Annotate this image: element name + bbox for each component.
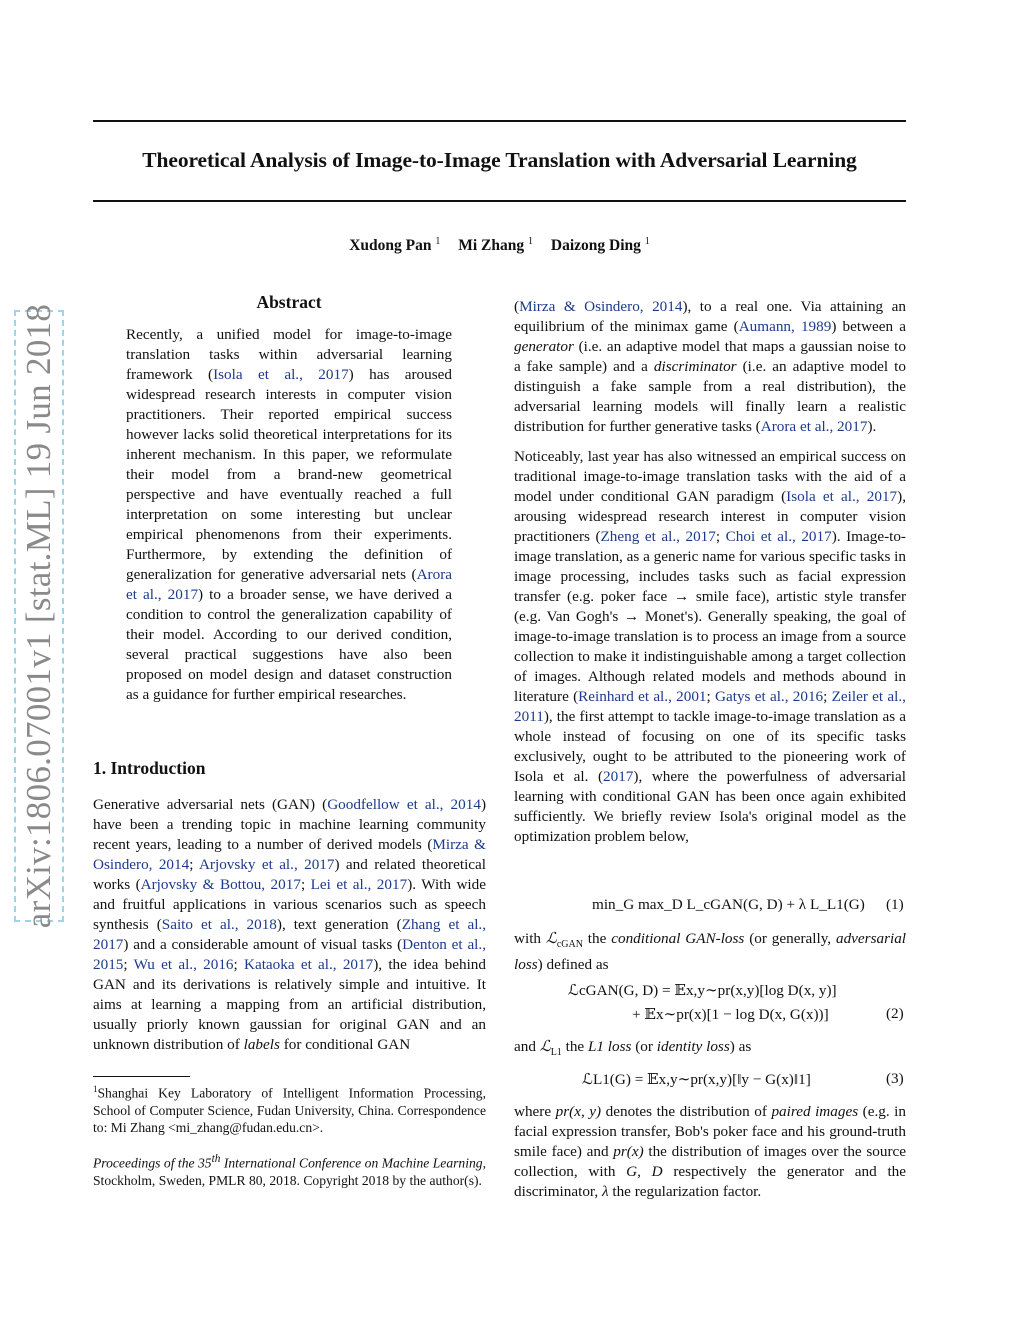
citation-link[interactable]: Arjovsky et al., 2017 — [198, 856, 335, 873]
section-heading: 1. Introduction — [93, 758, 206, 778]
citation-link[interactable]: Saito et al., 2018 — [161, 916, 277, 933]
citation-link[interactable]: Mirza & Osindero, 2014 — [93, 836, 486, 873]
citation-link[interactable]: Arora et al., 2017 — [760, 418, 868, 435]
citation-link[interactable]: Goodfellow et al., 2014 — [327, 796, 481, 813]
citation-link[interactable]: Lei et al., 2017 — [310, 876, 408, 893]
author-affiliation: 1 — [435, 236, 441, 247]
title-bottom-rule — [93, 200, 906, 202]
author-affiliation: 1 — [644, 236, 650, 247]
author-name: Daizong Ding — [550, 237, 641, 255]
equation-2-explanation: and ℒ$_{L1}$ the L1 loss (or identity loss) as — [514, 1038, 752, 1059]
equation-2-line-2: + 𝔼x∼pr(x)[1 − log D(x, G(x))] — [632, 1006, 829, 1023]
footnote-rule — [93, 1076, 190, 1077]
citation-link[interactable]: Mirza & Osindero, 2014 — [519, 298, 683, 315]
author-list — [93, 236, 906, 255]
right-paragraph-1: (Mirza & Osindero, 2014), to a real one. Via attaining an equilibrium of the minimax game (Aumann, 1989) between a generator (i.e. an adaptive model that maps a gaussian noise to a fake sample) and a discriminator (i.e. an adaptive model to distinguish a fake sample from a real distribution), the adversarial learning models will finally learn a realistic distribution for further generative tasks (Arora et al., 2017). — [514, 298, 906, 435]
citation-link[interactable]: Zeiler et al., 2011 — [514, 688, 906, 725]
citation-link[interactable]: Wu et al., 2016 — [133, 956, 234, 973]
citation-link[interactable]: Gatys et al., 2016 — [715, 688, 824, 705]
abstract-heading: Abstract — [256, 292, 322, 312]
paper-title: Theoretical Analysis of Image-to-Image Translation with Adversarial Learning — [142, 148, 857, 172]
citation-link[interactable]: Denton et al., 2015 — [93, 936, 486, 973]
citation-link[interactable]: Isola et al., 2017 — [213, 366, 349, 383]
arxiv-id: arXiv:1806.07001v1 [stat.ML] 19 Jun 2018 — [19, 303, 58, 929]
equation-2-line-1: ℒcGAN(G, D) = 𝔼x,y∼pr(x,y)[log D(x, y)] — [568, 982, 837, 999]
arxiv-stamp[interactable] — [14, 303, 64, 929]
citation-link[interactable]: 2017 — [603, 768, 634, 785]
footnote: $^1$Shanghai Key Laboratory of Intelligent Information Processing, School of Computer Science, Fudan University, China. Correspondence to: Mi Zhang <mi_zhang@fudan.edu.cn>. — [93, 1084, 486, 1136]
proceedings-note: Proceedings of the 35th International Conference on Machine Learning, Stockholm, Sweden, PMLR 80, 2018. Copyright 2018 by the author(s). — [93, 1153, 486, 1188]
citation-link[interactable]: Zhang et al., 2017 — [93, 916, 487, 953]
citation-link[interactable]: Choi et al., 2017 — [725, 528, 832, 545]
equation-number: (1) — [886, 896, 904, 913]
intro-paragraph: Generative adversarial nets (GAN) (Goodfellow et al., 2014) have been a trending topic in machine learning community recent years, leading to a number of derived models (Mirza & Osindero, 2014; Arjovsky et al., 2017) and related theoretical works (Arjovsky & Bottou, 2017; Lei et al., 2017). With wide and fruitful applications in various scenarios such as speech synthesis (Saito et al., 2018), text generation (Zhang et al., 2017) and a considerable amount of visual tasks (Denton et al., 2015; Wu et al., 2016; Kataoka et al., 2017), the idea behind GAN and its derivations is relatively simple and intuitive. It aims at learning a mapping from an artificial distribution, usually priorly known gaussian for original GAN and an unknown distribution of labels for conditional GAN — [93, 796, 487, 1053]
right-paragraph-final: where pr(x, y) denotes the distribution of paired images (e.g. in facial expression transfer, Bob's poker face and his ground-truth smile face) and pr(x) the distribution of images over the source collection, with G, D respectively the generator and the discriminator, λ the regularization factor. — [514, 1103, 907, 1200]
equation-number: (3) — [886, 1070, 904, 1087]
citation-link[interactable]: Kataoka et al., 2017 — [244, 956, 374, 973]
author-name: Xudong Pan — [349, 237, 432, 255]
author-name: Mi Zhang — [458, 237, 525, 255]
equation-3: ℒL1(G) = 𝔼x,y∼pr(x,y)[‖y − G(x)‖1] — [582, 1071, 811, 1088]
citation-link[interactable]: Reinhard et al., 2001 — [578, 688, 707, 705]
equation-number: (2) — [886, 1005, 904, 1022]
abstract-body: Recently, a unified model for image-to-image translation tasks within adversarial learning framework (Isola et al., 2017) has aroused widespread research interests in computer vision practitioners. Their reported empirical success however lacks solid theoretical interpretations for its inherent mechanism. In this paper, we reformulate their model from a brand-new geometrical perspective and have eventually reached a full interpretation on some interesting but unclear empirical phenomenons from their experiments. Furthermore, by extending the definition of generalization for generative adversarial nets (Arora et al., 2017) to a broader sense, we have derived a condition to control the generalization capability of their model. According to our derived condition, several practical suggestions have also been proposed on model design and dataset construction as a guidance for further empirical researches. — [126, 326, 453, 703]
author-affiliation: 1 — [528, 236, 534, 247]
right-paragraph-2: Noticeably, last year has also witnessed an empirical success on traditional image-to-image translation tasks with the aid of a model under conditional GAN paradigm (Isola et al., 2017), arousing widespread research interest in computer vision practitioners (Zheng et al., 2017; Choi et al., 2017). Image-to-image translation, as a generic name for various specific tasks in image processing, includes tasks such as facial expression transfer (e.g. poker face → smile face), artistic style transfer (e.g. Van Gogh's → Monet's). Generally speaking, the goal of image-to-image translation is to process an image from a source collection to make it indistinguishable among a target collection of images. Although related models and methods abound in literature (Reinhard et al., 2001; Gatys et al., 2016; Zeiler et al., 2011), the first attempt to tackle image-to-image translation as a whole instead of focusing on one of its specific tasks exclusively, ought to be attributed to the pioneering work of Isola et al. (2017), where the powerfulness of adversarial learning with conditional GAN has been once again exhibited sufficiently. We briefly review Isola's original model as the optimization problem below, — [514, 448, 907, 845]
top-rule — [93, 120, 906, 122]
citation-link[interactable]: Arjovsky & Bottou, 2017 — [140, 876, 301, 893]
equation-1: min_G max_D L_cGAN(G, D) + λ L_L1(G) — [592, 896, 865, 913]
citation-link[interactable]: Zheng et al., 2017 — [600, 528, 716, 545]
citation-link[interactable]: Aumann, 1989 — [738, 318, 832, 335]
equation-1-explanation: with ℒ$_{cGAN}$ the conditional GAN-loss (or generally, adversarial loss) defined as — [514, 930, 907, 974]
citation-link[interactable]: Isola et al., 2017 — [786, 488, 898, 505]
citation-link[interactable]: Arora et al., 2017 — [126, 566, 452, 603]
